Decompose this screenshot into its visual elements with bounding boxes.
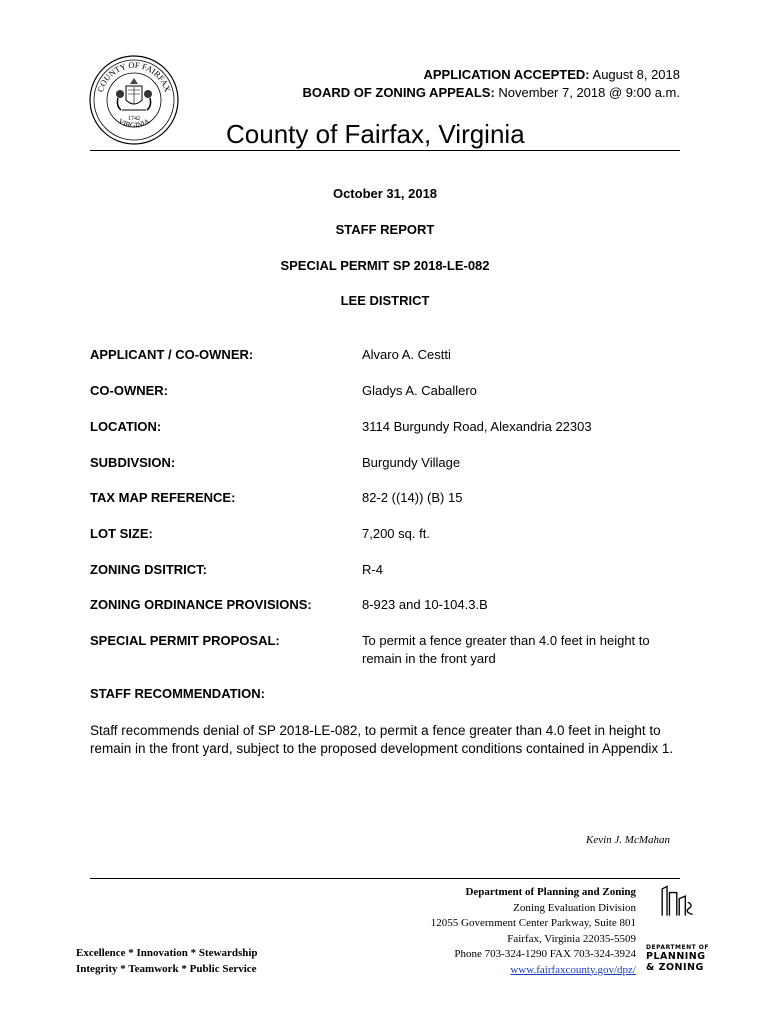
lot-size-value: 7,200 sq. ft. [362, 526, 430, 541]
application-header [302, 66, 680, 102]
report-date: October 31, 2018 [332, 186, 438, 201]
accepted-label: APPLICATION ACCEPTED: [423, 67, 590, 82]
phone-fax: Phone 703-324-1290 FAX 703-324-3924 [454, 948, 636, 960]
location-label: LOCATION: [90, 419, 162, 434]
bza-label: BOARD OF ZONING APPEALS: [302, 85, 495, 100]
lot-size-label: LOT SIZE: [90, 526, 153, 541]
address-line-1: 12055 Government Center Parkway, Suite 801 [430, 917, 636, 929]
dpz-building-logo-icon [646, 884, 710, 940]
tax-map-label: TAX MAP REFERENCE: [90, 490, 236, 505]
ordinance-provisions-label: ZONING ORDINANCE PROVISIONS: [90, 597, 312, 612]
permit-proposal-value: To permit a fence greater than 4.0 feet in height to remain in the front yard [362, 633, 650, 666]
permit-proposal-label: SPECIAL PERMIT PROPOSAL: [90, 633, 280, 648]
bza-date: November 7, 2018 @ 9:00 a.m. [498, 85, 680, 100]
tax-map-value: 82-2 ((14)) (B) 15 [362, 490, 463, 505]
co-owner-value: Gladys A. Caballero [362, 383, 477, 398]
accepted-date: August 8, 2018 [592, 67, 680, 82]
applicant-label: APPLICANT / CO-OWNER: [90, 347, 254, 362]
subdivision-label: SUBDIVSION: [90, 455, 176, 470]
county-motto [76, 945, 258, 977]
district-name: LEE DISTRICT [340, 293, 430, 308]
ordinance-provisions-value: 8-923 and 10-104.3.B [362, 597, 488, 612]
motto-line-2: Integrity * Teamwork * Public Service [76, 963, 257, 975]
subdivision-value: Burgundy Village [362, 455, 461, 470]
division-name: Zoning Evaluation Division [513, 901, 636, 914]
address-line-2: Fairfax, Virginia 22035-5509 [507, 932, 636, 945]
recommendation-heading: STAFF RECOMMENDATION: [90, 686, 265, 701]
dpz-logo-line-1: DEPARTMENT OF [646, 944, 709, 951]
special-permit-number: SPECIAL PERMIT SP 2018-LE-082 [280, 258, 490, 273]
zoning-district-label: ZONING DSITRICT: [90, 562, 207, 577]
seal-top-text: COUNTY OF FAIRFAX [95, 59, 173, 94]
footer-divider [90, 878, 680, 879]
applicant-value: Alvaro A. Cestti [362, 347, 451, 362]
county-title: County of Fairfax, Virginia [226, 119, 525, 149]
recommendation-body: Staff recommends denial of SP 2018-LE-082, to permit a fence greater than 4.0 feet in height to remain in the front yard, subject to the proposed development conditions contained in Appendix 1. [90, 723, 674, 756]
co-owner-label: CO-OWNER: [90, 383, 168, 398]
seal-year: 1742 [128, 116, 140, 122]
zoning-district-value: R-4 [362, 562, 383, 577]
dpz-logo-text [646, 944, 710, 973]
header-divider [90, 150, 680, 151]
department-name: Department of Planning and Zoning [465, 886, 636, 898]
motto-line-1: Excellence * Innovation * Stewardship [76, 947, 258, 959]
dpz-website-link[interactable]: www.fairfaxcounty.gov/dpz/ [510, 963, 636, 976]
signature: Kevin J. McMahan [586, 834, 670, 846]
seal-bottom-text: VIRGINIA [116, 116, 152, 130]
department-contact [431, 885, 636, 978]
report-type: STAFF REPORT [335, 222, 435, 237]
dpz-logo-line-3: & ZONING [646, 962, 704, 973]
dpz-logo-line-2: PLANNING [646, 951, 706, 962]
county-seal-icon [88, 54, 180, 146]
location-value: 3114 Burgundy Road, Alexandria 22303 [362, 419, 592, 434]
